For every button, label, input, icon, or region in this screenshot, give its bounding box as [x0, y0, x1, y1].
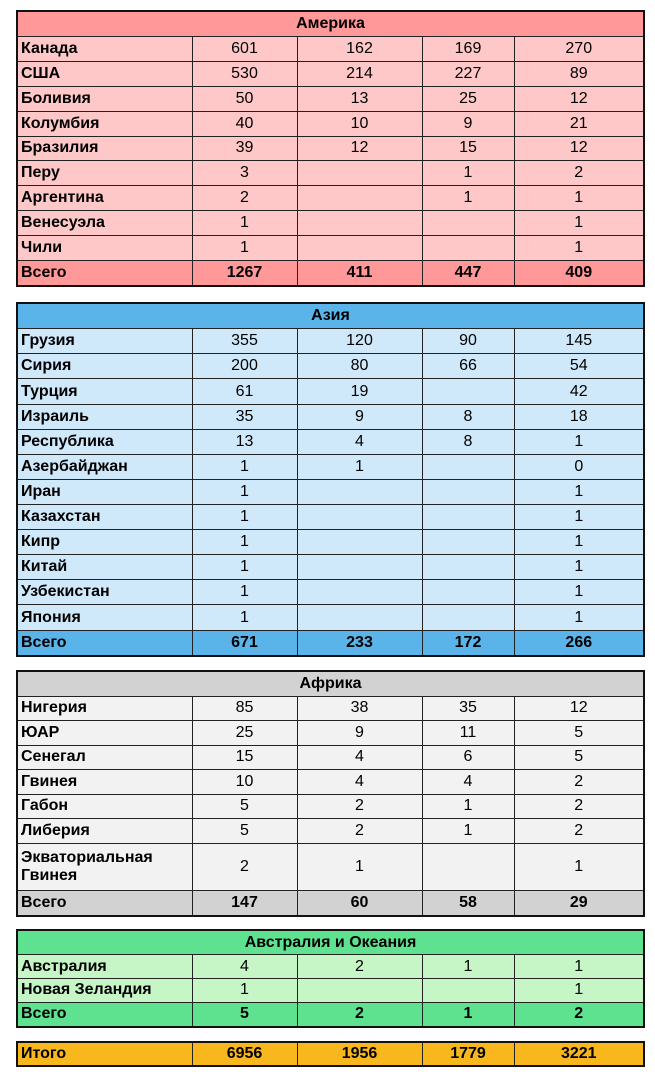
value-cell-1: 1 [192, 505, 297, 530]
value-cell-1: 5 [192, 819, 297, 844]
value-cell-2: 80 [297, 354, 422, 379]
value-cell-2: 1956 [297, 1042, 422, 1066]
value-cell-2: 4 [297, 429, 422, 454]
value-cell-4: 29 [514, 891, 644, 916]
value-cell-4: 1 [514, 236, 644, 261]
value-cell-1: 1 [192, 555, 297, 580]
country-name-cell: Всего [17, 1002, 192, 1027]
value-cell-3 [422, 379, 514, 404]
table-row [17, 555, 644, 580]
value-cell-4: 5 [514, 745, 644, 770]
table-row [17, 721, 644, 746]
value-cell-3 [422, 236, 514, 261]
table-row [17, 530, 644, 555]
africa-table [16, 670, 645, 917]
value-cell-4: 12 [514, 696, 644, 721]
country-name-cell: Колумбия [17, 111, 192, 136]
value-cell-2 [297, 555, 422, 580]
table-row [17, 236, 644, 261]
country-name-cell: Бразилия [17, 136, 192, 161]
value-cell-2 [297, 479, 422, 504]
value-cell-3 [422, 211, 514, 236]
country-name-cell: Турция [17, 379, 192, 404]
table-row [17, 136, 644, 161]
table-row [17, 794, 644, 819]
value-cell-1: 15 [192, 745, 297, 770]
value-cell-1: 2 [192, 186, 297, 211]
country-name-cell: Боливия [17, 86, 192, 111]
region-header-row [17, 930, 644, 955]
region-total-row [17, 260, 644, 286]
value-cell-4: 1 [514, 605, 644, 630]
table-row [17, 37, 644, 62]
value-cell-4: 145 [514, 329, 644, 354]
value-cell-1: 10 [192, 770, 297, 795]
value-cell-2 [297, 161, 422, 186]
country-name-cell: Сирия [17, 354, 192, 379]
value-cell-2: 60 [297, 891, 422, 916]
value-cell-4: 21 [514, 111, 644, 136]
value-cell-4: 1 [514, 186, 644, 211]
country-name-cell: Иран [17, 479, 192, 504]
region-title: Африка [17, 671, 644, 696]
value-cell-2: 13 [297, 86, 422, 111]
value-cell-4: 2 [514, 819, 644, 844]
value-cell-3: 1779 [422, 1042, 514, 1066]
value-cell-2 [297, 530, 422, 555]
value-cell-4: 18 [514, 404, 644, 429]
table-row [17, 745, 644, 770]
value-cell-1: 39 [192, 136, 297, 161]
country-name-cell: Китай [17, 555, 192, 580]
country-name-cell: Австралия [17, 955, 192, 979]
value-cell-4: 270 [514, 37, 644, 62]
country-name-cell: Новая Зеландия [17, 978, 192, 1002]
country-name-cell: Япония [17, 605, 192, 630]
table-row [17, 86, 644, 111]
value-cell-1: 1 [192, 530, 297, 555]
value-cell-4: 2 [514, 161, 644, 186]
value-cell-4: 1 [514, 580, 644, 605]
country-name-cell: Всего [17, 630, 192, 656]
value-cell-4: 0 [514, 454, 644, 479]
value-cell-3 [422, 580, 514, 605]
value-cell-3: 8 [422, 404, 514, 429]
value-cell-2 [297, 236, 422, 261]
value-cell-1: 50 [192, 86, 297, 111]
value-cell-4: 5 [514, 721, 644, 746]
value-cell-1: 530 [192, 61, 297, 86]
value-cell-2 [297, 505, 422, 530]
value-cell-3: 9 [422, 111, 514, 136]
value-cell-1: 1 [192, 211, 297, 236]
value-cell-1: 5 [192, 794, 297, 819]
country-name-cell: США [17, 61, 192, 86]
country-name-cell: Казахстан [17, 505, 192, 530]
country-name-cell: Экваториальная Гвинея [17, 843, 192, 891]
value-cell-4: 54 [514, 354, 644, 379]
table-row [17, 329, 644, 354]
value-cell-2: 19 [297, 379, 422, 404]
region-title: Австралия и Океания [17, 930, 644, 955]
value-cell-3 [422, 454, 514, 479]
value-cell-1: 1 [192, 580, 297, 605]
value-cell-2 [297, 186, 422, 211]
value-cell-1: 1 [192, 978, 297, 1002]
oceania-table [16, 929, 645, 1028]
country-name-cell: Итого [17, 1042, 192, 1066]
value-cell-3: 1 [422, 1002, 514, 1027]
asia-table [16, 302, 645, 657]
value-cell-1: 1 [192, 454, 297, 479]
value-cell-4: 3221 [514, 1042, 644, 1066]
value-cell-1: 1 [192, 479, 297, 504]
value-cell-3: 58 [422, 891, 514, 916]
table-row [17, 186, 644, 211]
value-cell-2: 38 [297, 696, 422, 721]
value-cell-3 [422, 555, 514, 580]
value-cell-3: 1 [422, 186, 514, 211]
country-name-cell: ЮАР [17, 721, 192, 746]
table-row [17, 505, 644, 530]
value-cell-2: 1 [297, 454, 422, 479]
country-name-cell: Узбекистан [17, 580, 192, 605]
country-name-cell: Израиль [17, 404, 192, 429]
table-row [17, 605, 644, 630]
value-cell-3: 1 [422, 794, 514, 819]
country-name-cell: Аргентина [17, 186, 192, 211]
region-header-row [17, 11, 644, 37]
value-cell-3: 172 [422, 630, 514, 656]
value-cell-2: 12 [297, 136, 422, 161]
table-row [17, 354, 644, 379]
value-cell-3: 4 [422, 770, 514, 795]
value-cell-2: 10 [297, 111, 422, 136]
america-table [16, 10, 645, 287]
value-cell-1: 6956 [192, 1042, 297, 1066]
value-cell-2 [297, 211, 422, 236]
value-cell-3 [422, 978, 514, 1002]
value-cell-2: 2 [297, 955, 422, 979]
country-name-cell: Сенегал [17, 745, 192, 770]
value-cell-1: 3 [192, 161, 297, 186]
value-cell-4: 1 [514, 555, 644, 580]
value-cell-2: 2 [297, 1002, 422, 1027]
table-row [17, 111, 644, 136]
value-cell-1: 1267 [192, 260, 297, 286]
country-name-cell: Нигерия [17, 696, 192, 721]
value-cell-2: 162 [297, 37, 422, 62]
value-cell-3 [422, 479, 514, 504]
value-cell-4: 1 [514, 955, 644, 979]
value-cell-2: 2 [297, 819, 422, 844]
value-cell-4: 2 [514, 770, 644, 795]
value-cell-3: 447 [422, 260, 514, 286]
value-cell-3 [422, 605, 514, 630]
country-name-cell: Азербайджан [17, 454, 192, 479]
country-name-cell: Республика [17, 429, 192, 454]
value-cell-3 [422, 843, 514, 891]
country-name-cell: Перу [17, 161, 192, 186]
value-cell-1: 40 [192, 111, 297, 136]
table-row [17, 161, 644, 186]
value-cell-2: 9 [297, 404, 422, 429]
table-row [17, 580, 644, 605]
table-row [17, 955, 644, 979]
value-cell-1: 25 [192, 721, 297, 746]
value-cell-4: 1 [514, 530, 644, 555]
region-total-row [17, 630, 644, 656]
grand-total-table [16, 1041, 645, 1067]
table-row [17, 696, 644, 721]
country-name-cell: Либерия [17, 819, 192, 844]
region-header-row [17, 671, 644, 696]
value-cell-4: 2 [514, 794, 644, 819]
value-cell-2: 2 [297, 794, 422, 819]
value-cell-2 [297, 605, 422, 630]
value-cell-4: 409 [514, 260, 644, 286]
value-cell-4: 1 [514, 978, 644, 1002]
value-cell-1: 355 [192, 329, 297, 354]
country-name-cell: Габон [17, 794, 192, 819]
value-cell-1: 200 [192, 354, 297, 379]
value-cell-3: 1 [422, 161, 514, 186]
country-name-cell: Гвинея [17, 770, 192, 795]
region-title: Азия [17, 303, 644, 329]
value-cell-3: 169 [422, 37, 514, 62]
value-cell-1: 1 [192, 236, 297, 261]
value-cell-4: 12 [514, 86, 644, 111]
value-cell-2: 4 [297, 770, 422, 795]
table-row [17, 61, 644, 86]
region-total-row [17, 1002, 644, 1027]
value-cell-2: 233 [297, 630, 422, 656]
country-name-cell: Венесуэла [17, 211, 192, 236]
value-cell-1: 85 [192, 696, 297, 721]
country-name-cell: Всего [17, 891, 192, 916]
value-cell-4: 89 [514, 61, 644, 86]
value-cell-4: 12 [514, 136, 644, 161]
value-cell-2 [297, 978, 422, 1002]
value-cell-4: 266 [514, 630, 644, 656]
grand-total-row [17, 1042, 644, 1066]
value-cell-3: 1 [422, 819, 514, 844]
value-cell-3: 227 [422, 61, 514, 86]
table-row [17, 454, 644, 479]
value-cell-3: 15 [422, 136, 514, 161]
country-name-cell: Всего [17, 260, 192, 286]
value-cell-2: 1 [297, 843, 422, 891]
country-name-cell: Канада [17, 37, 192, 62]
value-cell-3: 90 [422, 329, 514, 354]
value-cell-3: 8 [422, 429, 514, 454]
region-header-row [17, 303, 644, 329]
value-cell-3: 1 [422, 955, 514, 979]
value-cell-1: 1 [192, 605, 297, 630]
region-title: Америка [17, 11, 644, 37]
value-cell-3: 66 [422, 354, 514, 379]
table-row [17, 770, 644, 795]
value-cell-4: 1 [514, 505, 644, 530]
country-name-cell: Чили [17, 236, 192, 261]
value-cell-1: 4 [192, 955, 297, 979]
value-cell-2: 214 [297, 61, 422, 86]
value-cell-3 [422, 530, 514, 555]
table-row [17, 404, 644, 429]
value-cell-2: 4 [297, 745, 422, 770]
value-cell-4: 42 [514, 379, 644, 404]
value-cell-1: 61 [192, 379, 297, 404]
value-cell-1: 13 [192, 429, 297, 454]
value-cell-4: 1 [514, 429, 644, 454]
value-cell-3: 25 [422, 86, 514, 111]
value-cell-1: 2 [192, 843, 297, 891]
value-cell-2: 9 [297, 721, 422, 746]
value-cell-2: 120 [297, 329, 422, 354]
table-row [17, 211, 644, 236]
value-cell-1: 35 [192, 404, 297, 429]
country-name-cell: Кипр [17, 530, 192, 555]
value-cell-3: 11 [422, 721, 514, 746]
value-cell-1: 147 [192, 891, 297, 916]
table-row [17, 978, 644, 1002]
value-cell-3 [422, 505, 514, 530]
value-cell-3: 6 [422, 745, 514, 770]
value-cell-4: 1 [514, 479, 644, 504]
value-cell-1: 5 [192, 1002, 297, 1027]
value-cell-2 [297, 580, 422, 605]
value-cell-1: 601 [192, 37, 297, 62]
value-cell-1: 671 [192, 630, 297, 656]
table-row [17, 379, 644, 404]
value-cell-4: 1 [514, 843, 644, 891]
table-row [17, 429, 644, 454]
value-cell-4: 2 [514, 1002, 644, 1027]
country-name-cell: Грузия [17, 329, 192, 354]
table-row [17, 843, 644, 891]
region-total-row [17, 891, 644, 916]
value-cell-2: 411 [297, 260, 422, 286]
value-cell-3: 35 [422, 696, 514, 721]
table-row [17, 819, 644, 844]
table-row [17, 479, 644, 504]
value-cell-4: 1 [514, 211, 644, 236]
